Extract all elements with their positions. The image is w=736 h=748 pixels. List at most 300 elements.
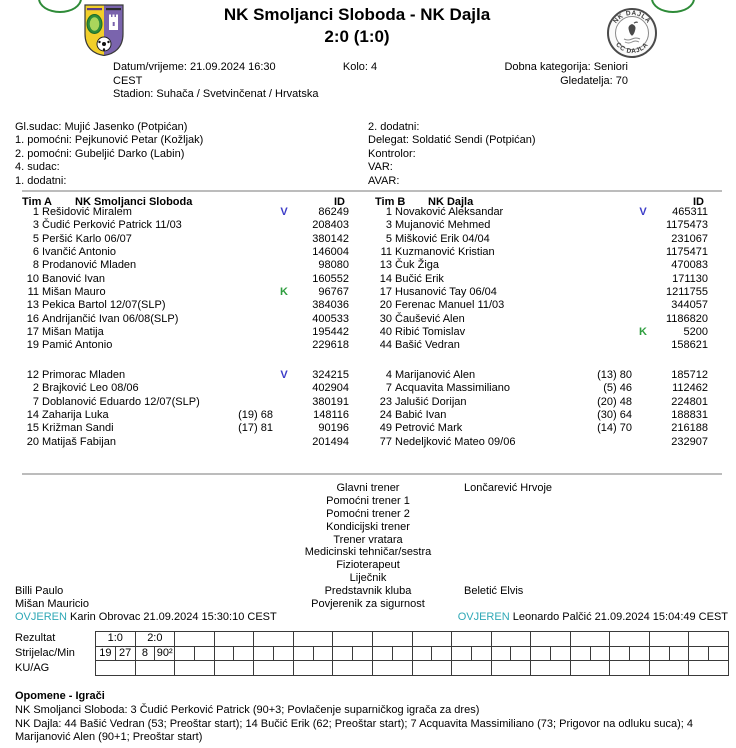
- team-b-substitutes-list: [368, 369, 714, 449]
- player-number: 13: [379, 259, 392, 272]
- result-score-cell: [492, 632, 531, 647]
- player-id: 1175473: [665, 219, 708, 232]
- team-a-name: NK Smoljanci Sloboda: [75, 196, 193, 208]
- player-id: 231067: [671, 232, 708, 245]
- player-number: 1: [385, 206, 392, 218]
- player-id: 5200: [683, 326, 708, 339]
- substitution-info: [227, 313, 277, 326]
- player-id: 470083: [671, 259, 708, 272]
- scorer-minute-cell: [294, 647, 333, 662]
- team-b-name: NK Dajla: [428, 196, 474, 208]
- captain-goalkeeper-badge: [636, 313, 650, 326]
- player-number: 19: [26, 339, 39, 352]
- player-id: 160552: [312, 272, 349, 285]
- verified-badge: OVJEREN: [457, 611, 510, 623]
- staff-role-label: Predstavnik kluba: [324, 585, 412, 598]
- result-table-row-label: Strijelac/Min: [15, 647, 75, 659]
- result-score-cell: [650, 632, 689, 647]
- player-name: Peršić Karlo 06/07: [42, 232, 132, 245]
- officials-left-list: [15, 121, 203, 188]
- player-number: 44: [379, 339, 392, 352]
- player-row: [15, 396, 355, 409]
- player-name: Mišković Erik 04/04: [395, 232, 490, 245]
- scorer-minute-cell: [610, 647, 649, 662]
- captain-goalkeeper-badge: [636, 422, 650, 435]
- scorer-minute: [670, 647, 689, 661]
- captain-goalkeeper-badge: K: [639, 326, 647, 339]
- player-name: Marijanović Alen: [395, 369, 476, 381]
- team-a-label: Tim A: [22, 196, 52, 208]
- player-number: 30: [379, 312, 392, 325]
- substitution-info: [586, 299, 636, 312]
- substitution-info: (14) 70: [597, 422, 632, 435]
- player-row: [368, 369, 714, 382]
- player-row: [368, 326, 714, 339]
- player-row: [368, 382, 714, 395]
- substitution-info: [227, 339, 277, 352]
- player-name: Mišan Mauro: [42, 286, 106, 299]
- scorer-number: [294, 647, 314, 661]
- player-name: Pekica Bartol 12/07(SLP): [42, 299, 166, 312]
- caution-line: NK Smoljanci Sloboda: 3 Čudić Perković Patrick (90+3; Povlačenje suparničkog igrača za dres): [15, 703, 480, 716]
- player-number: 10: [26, 272, 39, 285]
- scorer-minute: [472, 647, 491, 661]
- player-row: [15, 299, 355, 312]
- certification-left: [15, 611, 277, 624]
- staff-row: [0, 585, 736, 598]
- penalty-own-goal-cell: [96, 661, 135, 675]
- captain-goalkeeper-badge: [636, 409, 650, 422]
- result-table-column: [294, 632, 334, 675]
- substitution-info: [586, 246, 636, 259]
- substitution-info: [586, 313, 636, 326]
- staff-role-label: Pomoćni trener 1: [326, 494, 410, 507]
- result-table-column: [492, 632, 532, 675]
- scorer-minute: [393, 647, 412, 661]
- substitution-info: [227, 273, 277, 286]
- staff-role-label: Medicinski tehničar/sestra: [304, 546, 432, 559]
- scorer-number: [333, 647, 353, 661]
- player-name: Bučić Erik: [395, 272, 444, 285]
- player-number: 6: [32, 246, 39, 259]
- substitution-info: [586, 219, 636, 232]
- official-line: Delegat: Soldatić Sendi (Potpićan): [368, 134, 536, 147]
- captain-goalkeeper-badge: [636, 436, 650, 449]
- staff-row: [0, 572, 736, 585]
- result-score-cell: [531, 632, 570, 647]
- captain-goalkeeper-badge: [277, 273, 291, 286]
- result-table-column: [571, 632, 611, 675]
- scorer-minute-cell: [175, 647, 214, 662]
- substitution-info: (13) 80: [597, 369, 632, 381]
- cautions-title: Opomene - Igrači: [15, 690, 105, 702]
- player-name: Bašić Vedran: [395, 339, 460, 352]
- substitution-info: [586, 286, 636, 299]
- player-number: 40: [379, 326, 392, 339]
- scorer-number: [413, 647, 433, 661]
- captain-goalkeeper-badge: V: [280, 206, 288, 218]
- player-row: [15, 286, 355, 299]
- player-name: Husanović Tay 06/04: [395, 286, 497, 299]
- page-title: [0, 4, 714, 48]
- scorer-minute-cell: [571, 647, 610, 662]
- captain-goalkeeper-badge: V: [639, 206, 647, 218]
- scorer-minute-cell: [492, 647, 531, 662]
- result-table-row-label: KU/AG: [15, 662, 50, 674]
- player-id: 90196: [318, 422, 349, 435]
- certification-right: [458, 611, 728, 624]
- attendance: Gledatelja: 70: [560, 74, 628, 87]
- player-number: 77: [379, 435, 392, 448]
- result-table: [95, 631, 729, 676]
- captain-goalkeeper-badge: [636, 259, 650, 272]
- scorer-number: [492, 647, 512, 661]
- player-number: 24: [379, 409, 392, 422]
- player-row: [368, 339, 714, 352]
- away-crest-top-text: NK DAJLA: [612, 9, 652, 25]
- captain-goalkeeper-badge: [277, 259, 291, 272]
- staff-row: [0, 482, 736, 495]
- scorer-minute: [432, 647, 451, 661]
- player-id: 229618: [312, 339, 349, 352]
- penalty-own-goal-cell: [571, 661, 610, 675]
- player-number: 5: [385, 232, 392, 245]
- captain-goalkeeper-badge: [636, 396, 650, 409]
- substitution-info: (30) 64: [597, 409, 632, 422]
- player-name: Mišan Matija: [42, 326, 104, 339]
- player-row: [15, 436, 355, 449]
- player-number: 2: [32, 382, 39, 395]
- scorer-number: [452, 647, 472, 661]
- player-row: [368, 409, 714, 422]
- substitution-info: [227, 369, 277, 382]
- result-table-column: [254, 632, 294, 675]
- result-table-column: [689, 632, 728, 675]
- player-id: 185712: [671, 369, 708, 381]
- captain-goalkeeper-badge: [277, 219, 291, 232]
- player-number: 11: [27, 286, 39, 299]
- result-table-column: [452, 632, 492, 675]
- player-number: 17: [26, 326, 39, 339]
- substitution-info: [227, 206, 277, 219]
- scorer-minute: [630, 647, 649, 661]
- player-row: [368, 206, 714, 219]
- player-id: 201494: [312, 435, 349, 448]
- official-line: 2. dodatni:: [368, 121, 420, 133]
- captain-goalkeeper-badge: [277, 339, 291, 352]
- player-row: [15, 409, 355, 422]
- player-name: Banović Ivan: [42, 272, 105, 285]
- player-row: [368, 422, 714, 435]
- substitution-info: [586, 273, 636, 286]
- captain-goalkeeper-badge: [277, 396, 291, 409]
- team-b-label: Tim B: [375, 196, 406, 208]
- substitution-info: [227, 326, 277, 339]
- player-number: 5: [32, 232, 39, 245]
- player-name: Nedeljković Mateo 09/06: [395, 435, 516, 448]
- official-line: 2. pomoćni: Gubeljić Darko (Labin): [15, 147, 185, 160]
- official-line: 4. sudac:: [15, 161, 60, 174]
- substitution-info: (20) 48: [597, 395, 632, 408]
- staff-role-label: Kondicijski trener: [326, 520, 410, 533]
- player-name: Rešidović Miralem: [42, 206, 132, 218]
- player-row: [368, 286, 714, 299]
- penalty-own-goal-cell: [650, 661, 689, 675]
- substitution-info: [227, 219, 277, 232]
- staff-name-home: Mišan Mauricio: [15, 598, 89, 611]
- official-line: 1. pomoćni: Pejkunović Petar (Kožljak): [15, 134, 204, 147]
- scorer-minute: [234, 647, 253, 661]
- player-id: 380191: [312, 395, 349, 408]
- cautions-section: [15, 690, 727, 745]
- scorer-number: 19: [96, 647, 116, 661]
- captain-goalkeeper-badge: [636, 219, 650, 232]
- player-row: [368, 246, 714, 259]
- staff-section: [0, 482, 736, 611]
- captain-goalkeeper-badge: [277, 382, 291, 395]
- player-row: [15, 246, 355, 259]
- player-id: 465311: [672, 206, 708, 218]
- scorer-number: [689, 647, 709, 661]
- player-name: Kuzmanović Kristian: [395, 246, 495, 259]
- staff-role-label: Glavni trener: [336, 482, 400, 494]
- player-name: Pamić Antonio: [42, 339, 113, 352]
- staff-role-label: Pomoćni trener 2: [326, 507, 410, 520]
- result-score-cell: [175, 632, 214, 647]
- match-score: 2:0 (1:0): [324, 27, 390, 46]
- cautions-lines: [15, 704, 727, 745]
- captain-goalkeeper-badge: [636, 246, 650, 259]
- penalty-own-goal-cell: [492, 661, 531, 675]
- scorer-minute-cell: [215, 647, 254, 662]
- team-a-starters-list: [15, 206, 355, 353]
- player-id: 344057: [671, 299, 708, 312]
- player-row: [368, 233, 714, 246]
- player-number: 15: [26, 422, 39, 435]
- scorer-minute: [353, 647, 372, 661]
- result-score-cell: [215, 632, 254, 647]
- scorer-minute-cell: [96, 647, 135, 662]
- captain-goalkeeper-badge: [636, 233, 650, 246]
- penalty-own-goal-cell: [610, 661, 649, 675]
- match-info-line: Datum/vrijeme: 21.09.2024 16:30: [113, 61, 276, 73]
- player-name: Čudić Perković Patrick 11/03: [42, 219, 182, 232]
- scorer-minute-cell: [452, 647, 491, 662]
- player-number: 7: [32, 395, 39, 408]
- player-id: 384036: [312, 299, 349, 312]
- result-table-column: [650, 632, 690, 675]
- substitution-info: [586, 326, 636, 339]
- team-a-substitutes-list: [15, 369, 355, 449]
- result-table-column: [333, 632, 373, 675]
- scorer-minute-cell: [689, 647, 728, 662]
- penalty-own-goal-cell: [531, 661, 570, 675]
- captain-goalkeeper-badge: [636, 273, 650, 286]
- result-score-cell: [452, 632, 491, 647]
- staff-role-label: Trener vratara: [333, 533, 403, 546]
- player-row: [15, 422, 355, 435]
- penalty-own-goal-cell: [333, 661, 372, 675]
- player-row: [15, 326, 355, 339]
- player-number: 1: [32, 206, 39, 218]
- player-number: 17: [379, 286, 392, 299]
- player-id: 188831: [671, 409, 708, 422]
- scorer-minute-cell: [413, 647, 452, 662]
- result-table-column: [373, 632, 413, 675]
- match-info-right: [400, 61, 628, 88]
- player-id: 96767: [318, 286, 349, 299]
- player-name: Novaković Aleksandar: [395, 206, 504, 218]
- player-name: Križman Sandi: [42, 422, 114, 435]
- staff-row: [0, 534, 736, 547]
- player-id: 112462: [672, 382, 708, 395]
- result-table-column: [175, 632, 215, 675]
- player-number: 23: [379, 395, 392, 408]
- scorer-number: [373, 647, 393, 661]
- officials-right-list: [368, 121, 536, 188]
- scorer-minute: 27: [119, 646, 132, 659]
- player-row: [368, 313, 714, 326]
- staff-row: [0, 559, 736, 572]
- scorer-number: [610, 647, 630, 661]
- substitution-info: [227, 436, 277, 449]
- player-number: 16: [26, 312, 39, 325]
- scorer-number: [215, 647, 235, 661]
- match-info-line: Stadion: Suhača / Svetvinčenat / Hrvatska: [113, 88, 319, 100]
- result-table-row-label: Rezultat: [15, 632, 56, 644]
- substitution-info: (19) 68: [238, 409, 273, 422]
- captain-goalkeeper-badge: [277, 436, 291, 449]
- result-table-column: [96, 632, 136, 675]
- substitution-info: [586, 339, 636, 352]
- match-title: NK Smoljanci Sloboda - NK Dajla: [223, 5, 491, 24]
- player-number: 14: [26, 409, 39, 422]
- player-name: Čuk Žiga: [395, 259, 440, 272]
- player-number: 4: [385, 369, 392, 381]
- player-id: 400533: [312, 312, 349, 325]
- result-score-cell: [413, 632, 452, 647]
- player-number: 11: [380, 246, 392, 259]
- certification-signer: Karin Obrovac 21.09.2024 15:30:10 CEST: [70, 611, 277, 623]
- result-score-cell: [294, 632, 333, 647]
- result-score-cell: [689, 632, 728, 647]
- captain-goalkeeper-badge: [277, 313, 291, 326]
- scorer-minute-cell: [650, 647, 689, 662]
- player-id: 86249: [318, 206, 349, 218]
- player-name: Mujanović Mehmed: [395, 219, 491, 232]
- divider-middle: [22, 473, 722, 475]
- captain-goalkeeper-badge: [636, 369, 650, 382]
- player-number: 12: [26, 369, 39, 381]
- staff-name-away: Lončarević Hrvoje: [464, 482, 553, 494]
- official-line: 1. dodatni:: [15, 174, 67, 187]
- player-id: 324215: [312, 369, 349, 381]
- substitution-info: [586, 233, 636, 246]
- scorer-minute: [709, 647, 728, 661]
- player-name: Ivančić Antonio: [42, 246, 116, 259]
- scorer-minute: [511, 647, 530, 661]
- player-number: 3: [32, 219, 39, 232]
- substitution-info: [586, 436, 636, 449]
- divider-top: [22, 190, 722, 192]
- age-category: Dobna kategorija: Seniori: [504, 61, 628, 73]
- player-row: [15, 219, 355, 232]
- penalty-own-goal-cell: [254, 661, 293, 675]
- player-id: 380142: [312, 232, 349, 245]
- player-name: Čaušević Alen: [395, 312, 465, 325]
- player-row: [15, 382, 355, 395]
- captain-goalkeeper-badge: [636, 339, 650, 352]
- penalty-own-goal-cell: [136, 661, 175, 675]
- substitution-info: [227, 259, 277, 272]
- player-name: Doblanović Eduardo 12/07(SLP): [42, 395, 200, 408]
- result-score-cell: [571, 632, 610, 647]
- official-line: VAR:: [368, 161, 393, 174]
- staff-row: [0, 508, 736, 521]
- player-name: Zaharija Luka: [42, 409, 109, 422]
- player-row: [368, 396, 714, 409]
- player-name: Ribić Tomislav: [395, 326, 466, 339]
- result-score-cell: [333, 632, 372, 647]
- penalty-own-goal-cell: [294, 661, 333, 675]
- staff-row: [0, 546, 736, 559]
- player-number: 3: [385, 219, 392, 232]
- result-score-cell: [254, 632, 293, 647]
- scorer-minute: 90²: [156, 646, 173, 659]
- match-info-line: CEST: [113, 74, 143, 87]
- player-row: [15, 369, 355, 382]
- player-name: Jalušić Dorijan: [395, 395, 467, 408]
- player-row: [368, 299, 714, 312]
- player-name: Andrijančić Ivan 06/08(SLP): [42, 312, 179, 325]
- player-id: 98080: [318, 259, 349, 272]
- scorer-minute-cell: [136, 647, 175, 662]
- player-row: [15, 339, 355, 352]
- official-line: Gl.sudac: Mujić Jasenko (Potpićan): [15, 121, 188, 133]
- player-name: Prodanović Mladen: [42, 259, 137, 272]
- scorer-minute: [314, 647, 333, 661]
- scorer-minute: [591, 647, 610, 661]
- player-name: Primorac Mladen: [42, 369, 126, 381]
- player-number: 20: [379, 299, 392, 312]
- result-score-cell: 1:0: [96, 632, 135, 647]
- penalty-own-goal-cell: [215, 661, 254, 675]
- player-id: 1211755: [665, 286, 708, 299]
- player-id: 1186820: [665, 312, 708, 325]
- team-b-starters-list: [368, 206, 714, 353]
- staff-row: [0, 495, 736, 508]
- result-score-cell: 2:0: [136, 632, 175, 647]
- caution-line: NK Dajla: 44 Bašić Vedran (53; Preoštar start); 14 Bučić Erik (62; Preoštar start); 7 Acquavita Massimiliano (73; Prigovor na odluku suca); 4 Marijanović Alen (90+1; Preoštar start): [15, 717, 694, 744]
- substitution-info: (5) 46: [603, 382, 632, 395]
- result-table-column: [531, 632, 571, 675]
- substitution-info: [227, 396, 277, 409]
- substitution-info: [586, 206, 636, 219]
- player-name: Brajković Leo 08/06: [42, 382, 139, 395]
- scorer-minute: [274, 647, 293, 661]
- captain-goalkeeper-badge: [277, 233, 291, 246]
- player-id: 158621: [671, 339, 708, 352]
- scorer-minute-cell: [531, 647, 570, 662]
- team-b-id-header: ID: [693, 196, 704, 208]
- staff-name-home: Billi Paulo: [15, 585, 64, 598]
- captain-goalkeeper-badge: V: [280, 369, 288, 381]
- substitution-info: [227, 299, 277, 312]
- result-table-column: [610, 632, 650, 675]
- player-id: 232907: [671, 435, 708, 448]
- player-name: Ferenac Manuel 11/03: [395, 299, 505, 312]
- player-id: 148116: [313, 409, 349, 422]
